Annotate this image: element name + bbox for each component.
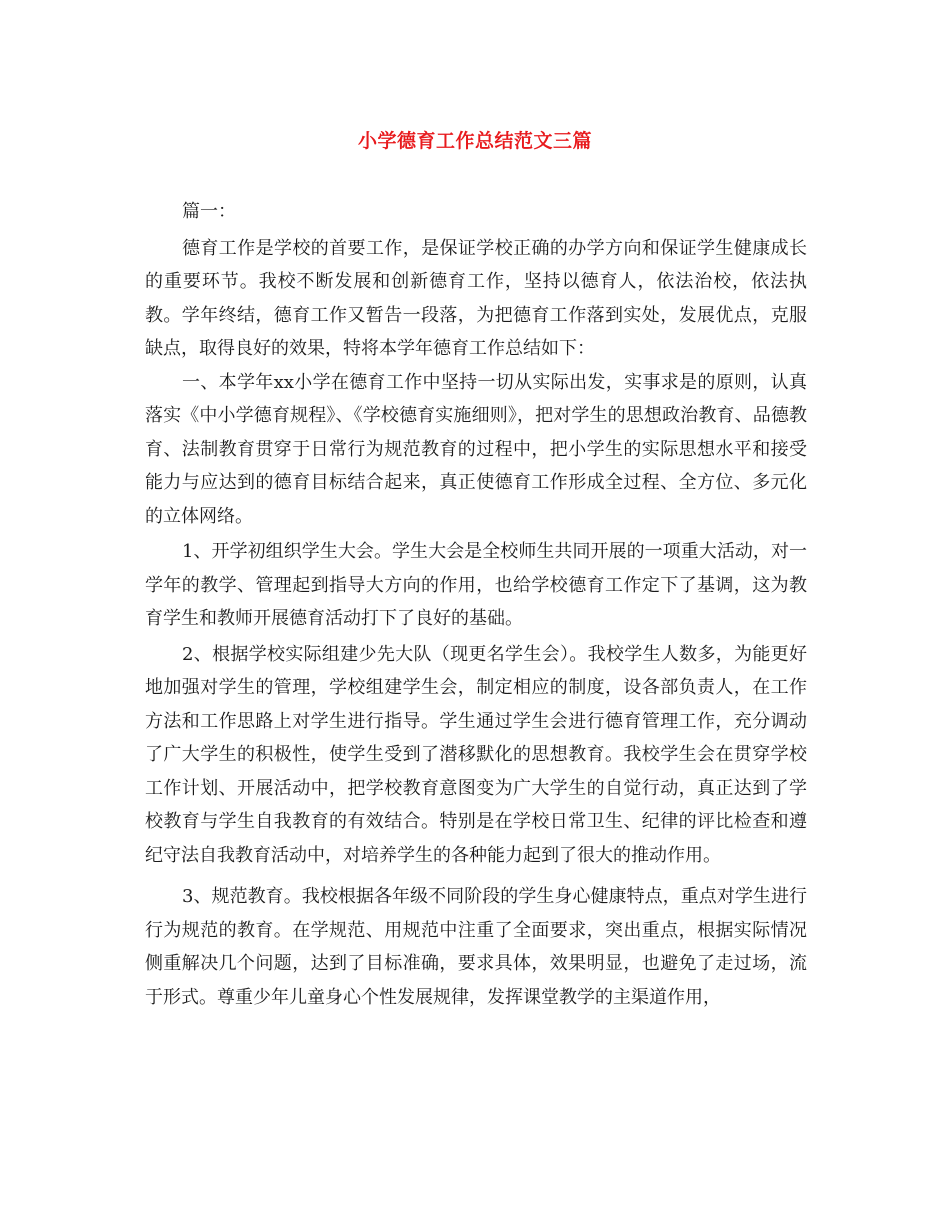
paragraph-student-assembly: 1、开学初组织学生大会。学生大会是全校师生共同开展的一项重大活动，对一学年的教学、管理起到指导大方向的作用，也给学校德育工作定下了基调，这为教育学生和教师开展德育活动打下了良好的基础。 [145, 541, 807, 629]
paragraph-norms-education: 3、规范教育。我校根据各年级不同阶段的学生身心健康特点，重点对学生进行行为规范的教育。在学规范、用规范中注重了全面要求，突出重点，根据实际情况侧重解决几个问题，达到了目标准确，要求具体，效果明显，也避免了走过场，流于形式。尊重少年儿童身心个性发展规律，发挥课堂教学的主渠道作用， [145, 886, 807, 1008]
section-label: 篇一： [182, 201, 236, 222]
document-body [145, 195, 807, 1014]
paragraph-point-one: 一、本学年xx小学在德育工作中坚持一切从实际出发，实事求是的原则，认真落实《中小学德育规程》、《学校德育实施细则》，把对学生的思想政治教育、品德教育、法制教育贯穿于日常行为规范教育的过程中，把小学生的实际思想水平和接受能力与应达到的德育目标结合起来，真正使德育工作形成全过程、全方位、多元化的立体网络。 [145, 371, 807, 527]
document-title: 小学德育工作总结范文三篇 [357, 130, 592, 152]
paragraph-intro: 德育工作是学校的首要工作，是保证学校正确的办学方向和保证学生健康成长的重要环节。我校不断发展和创新德育工作，坚持以德育人，依法治校，依法执教。学年终结，德育工作又暂告一段落，为把德育工作落到实处，发展优点，克服缺点，取得良好的效果，特将本学年德育工作总结如下： [145, 237, 807, 359]
paragraph-student-union: 2、根据学校实际组建少先大队（现更名学生会）。我校学生人数多，为能更好地加强对学生的管理，学校组建学生会，制定相应的制度，设各部负责人，在工作方法和工作思路上对学生进行指导。学生通过学生会进行德育管理工作，充分调动了广大学生的积极性，使学生受到了潜移默化的思想教育。我校学生会在贯穿学校工作计划、开展活动中，把学校教育意图变为广大学生的自觉行动，真正达到了学校教育与学生自我教育的有效结合。特别是在学校日常卫生、纪律的评比检查和遵纪守法自我教育活动中，对培养学生的各种能力起到了很大的推动作用。 [145, 643, 807, 866]
